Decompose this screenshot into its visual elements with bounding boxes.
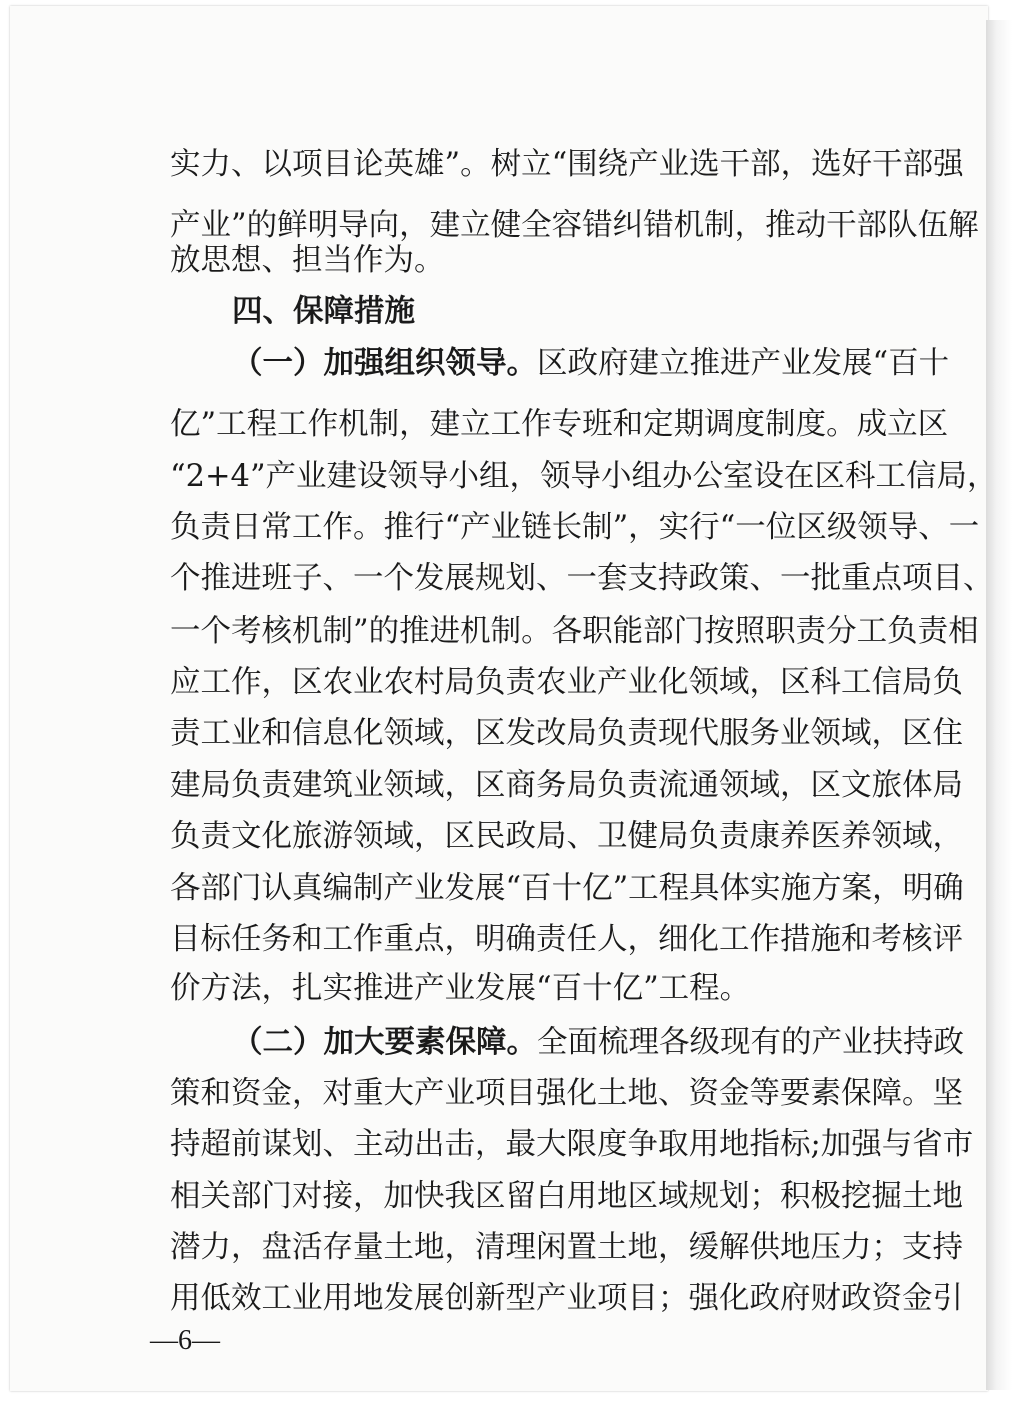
paragraph-line: 个推进班子、一个发展规划、一套支持政策、一批重点项目、	[170, 561, 994, 596]
paragraph-line: 负责日常工作。推行“产业链长制”，实行“一位区级领导、一	[170, 510, 980, 545]
paragraph-line: 实力、以项目论英雄”。树立“围绕产业选干部，选好干部强	[170, 147, 964, 182]
paragraph-line: 目标任务和工作重点，明确责任人，细化工作措施和考核评	[170, 922, 963, 957]
paragraph-line: 负责文化旅游领域，区民政局、卫健局负责康养医养领域，	[170, 819, 963, 854]
paragraph-line: 放思想、担当作为。	[170, 243, 445, 278]
subsection-title: （一）加强组织领导。	[232, 345, 537, 381]
paragraph-line: 持超前谋划、主动出击，最大限度争取用地指标;加强与省市	[170, 1127, 974, 1162]
paragraph-line: 亿”工程工作机制，建立工作专班和定期调度制度。成立区	[170, 407, 949, 442]
paragraph-line: 各部门认真编制产业发展“百十亿”工程具体实施方案，明确	[170, 871, 964, 906]
paragraph-line: 相关部门对接，加快我区留白用地区域规划；积极挖掘土地	[170, 1179, 963, 1214]
paragraph-line: 建局负责建筑业领域，区商务局负责流通领域，区文旅体局	[170, 768, 963, 803]
paragraph-line: 用低效工业用地发展创新型产业项目；强化政府财政资金引	[170, 1281, 963, 1316]
paragraph-line: 一个考核机制”的推进机制。各职能部门按照职责分工负责相	[170, 614, 979, 649]
subsection-text: 区政府建立推进产业发展“百十	[537, 346, 950, 381]
paragraph-line: “2+4”产业建设领导小组，领导小组办公室设在区科工信局，	[170, 459, 998, 494]
paragraph-line: 产业”的鲜明导向，建立健全容错纠错机制，推动干部队伍解	[170, 208, 979, 243]
subsection-first-line	[232, 1022, 964, 1063]
paragraph-line: 应工作，区农业农村局负责农业产业化领域，区科工信局负	[170, 665, 963, 700]
page-number: —6—	[150, 1325, 220, 1356]
paragraph-line: 价方法，扎实推进产业发展“百十亿”工程。	[170, 971, 751, 1006]
subsection-title: （二）加大要素保障。	[232, 1024, 537, 1060]
paragraph-line: 潜力，盘活存量土地，清理闲置土地，缓解供地压力；支持	[170, 1230, 963, 1265]
section-heading: 四、保障措施	[232, 294, 415, 329]
subsection-first-line	[232, 343, 950, 384]
paragraph-line: 策和资金，对重大产业项目强化土地、资金等要素保障。坚	[170, 1076, 963, 1111]
subsection-text: 全面梳理各级现有的产业扶持政	[537, 1025, 964, 1060]
paragraph-line: 责工业和信息化领域，区发改局负责现代服务业领域，区住	[170, 716, 963, 751]
